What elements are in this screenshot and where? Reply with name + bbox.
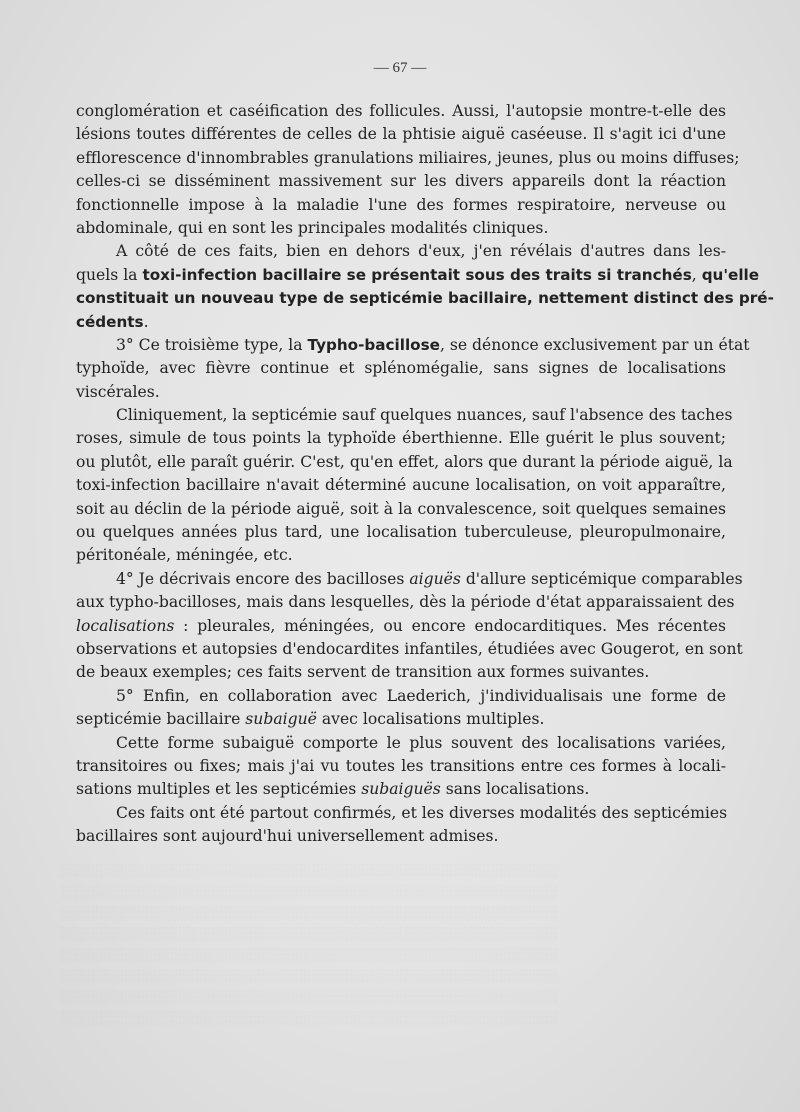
text-line: localisations : pleurales, méningées, ou encore endocarditiques. Mes récentes	[76, 616, 726, 635]
text-line: Ces faits ont été partout confirmés, et les diverses modalités des septicémies	[116, 803, 728, 822]
text-line: conglomération et caséification des follicules. Aussi, l'autopsie montre-t-elle des	[76, 102, 726, 120]
text-line: typhoïde, avec fièvre continue et splénomégalie, sans signes de localisations	[76, 359, 726, 378]
italic-term: localisations	[76, 616, 175, 635]
text-line: ou plutôt, elle paraît guérir. C'est, qu'en effet, alors que durant la période aiguë, la	[76, 452, 733, 471]
text-line: 5° Enfin, en collaboration avec Laederich, j'individualisais une forme de	[116, 686, 726, 705]
text-line: lésions toutes différentes de celles de la phtisie aiguë caséeuse. Il s'agit ici d'une	[76, 125, 726, 144]
italic-term: subaiguës	[361, 780, 441, 799]
text-line: observations et autopsies d'endocardites infantiles, étudiées avec Gougerot, en sont	[76, 639, 743, 658]
text-line: efflorescence d'innombrables granulations miliaires, jeunes, plus ou moins diffuses;	[76, 148, 740, 167]
text-line: celles-ci se disséminent massivement sur les divers appareils dont la réaction	[76, 172, 726, 191]
text-line: A côté de ces faits, bien en dehors d'eux, j'en révélais d'autres dans les-	[116, 242, 726, 261]
text-line: septicémie bacillaire subaiguë avec localisations multiples.	[76, 710, 545, 729]
show-through-texture: ░░░░░░░░░░░░░░░░░░░░░░░░░░░░░░░░░░░░░░░░░░░░░░░░░░░░░░ ░░░░░░░░░░░░░░░░░░░░░░░░░░░░░░░░░░░░░░░░░░░░░░░░░░░░░░ ░░░░░░░░░░░░░░░░░░░░░░░░░░░░░░░░░░░░░░░░░░░░░░░░░░░░░░ ░░░░░░░░░░░░░░░░░░░░░░░░░░░░░░░░░░░░░░░░░░░░░░░░░░░░░░ ░░░░░░░░░░░░░░░░░░░░░░░░░░░░░░░░░░░░░░░░░░░░░░░░░░░░░░ ░░░░░░░░░░░░░░░░░░░░░░░░░░░░░░░░░░░░░░░░░░░░░░░░░░░░░░ ░░░░░░░░░░░░░░░░░░░░░░░░░░░░░░░░░░░░░░░░░░░░░░░░░░░░░░ ░░░░░░░░░░░░░░░░░░░░░░░░░░░░░░░░░░░░░░░░░░░░░░░░░░░░░░	[60, 863, 558, 1025]
body-text	[76, 100, 774, 849]
bold-phrase: toxi-infection bacillaire se présentait sous des traits si tranchés	[142, 265, 692, 284]
text-line: viscérales.	[76, 382, 160, 401]
text-line: constituait un nouveau type de septicémie bacillaire, nettement distinct des pré-	[76, 289, 774, 308]
page-number: — 67 —	[373, 60, 427, 76]
text-line: 4° Je décrivais encore des bacilloses aiguës d'allure septicémique comparables	[116, 569, 743, 588]
text-line: Cette forme subaiguë comporte le plus souvent des localisations variées,	[116, 733, 726, 752]
text-line: sations multiples et les septicémies subaiguës sans localisations.	[76, 780, 590, 799]
italic-term: aiguës	[409, 569, 461, 588]
text-line: 3° Ce troisième type, la Typho-bacillose, se dénonce exclusivement par un état	[116, 335, 750, 354]
italic-term: subaiguë	[245, 710, 317, 729]
text-line: aux typho-bacilloses, mais dans lesquelles, dès la période d'état apparaissaient des	[76, 593, 735, 612]
text-line: Cliniquement, la septicémie sauf quelques nuances, sauf l'absence des taches	[116, 406, 733, 425]
text-line: transitoires ou fixes; mais j'ai vu toutes les transitions entre ces formes à locali-	[76, 756, 726, 775]
text-line: fonctionnelle impose à la maladie l'une des formes respiratoire, nerveuse ou	[76, 195, 726, 214]
text-line: abdominale, qui en sont les principales modalités cliniques.	[76, 218, 549, 237]
text-line: quels la toxi-infection bacillaire se présentait sous des traits si tranchés, qu'elle	[76, 265, 760, 284]
text-line: soit au déclin de la période aiguë, soit à la convalescence, soit quelques semaines	[76, 499, 726, 518]
text-line: péritonéale, méningée, etc.	[76, 546, 293, 565]
text-line: de beaux exemples; ces faits servent de transition aux formes suivantes.	[76, 663, 650, 682]
text-line: roses, simule de tous points la typhoïde éberthienne. Elle guérit le plus souvent;	[76, 429, 726, 448]
text-line: cédents.	[76, 312, 149, 331]
bold-term: Typho-bacillose	[307, 335, 440, 354]
text-line: ou quelques années plus tard, une localisation tuberculeuse, pleuropulmonaire,	[76, 523, 726, 542]
text-line: toxi-infection bacillaire n'avait déterminé aucune localisation, on voit apparaître,	[76, 476, 726, 495]
text-line: bacillaires sont aujourd'hui universellement admises.	[76, 827, 499, 846]
